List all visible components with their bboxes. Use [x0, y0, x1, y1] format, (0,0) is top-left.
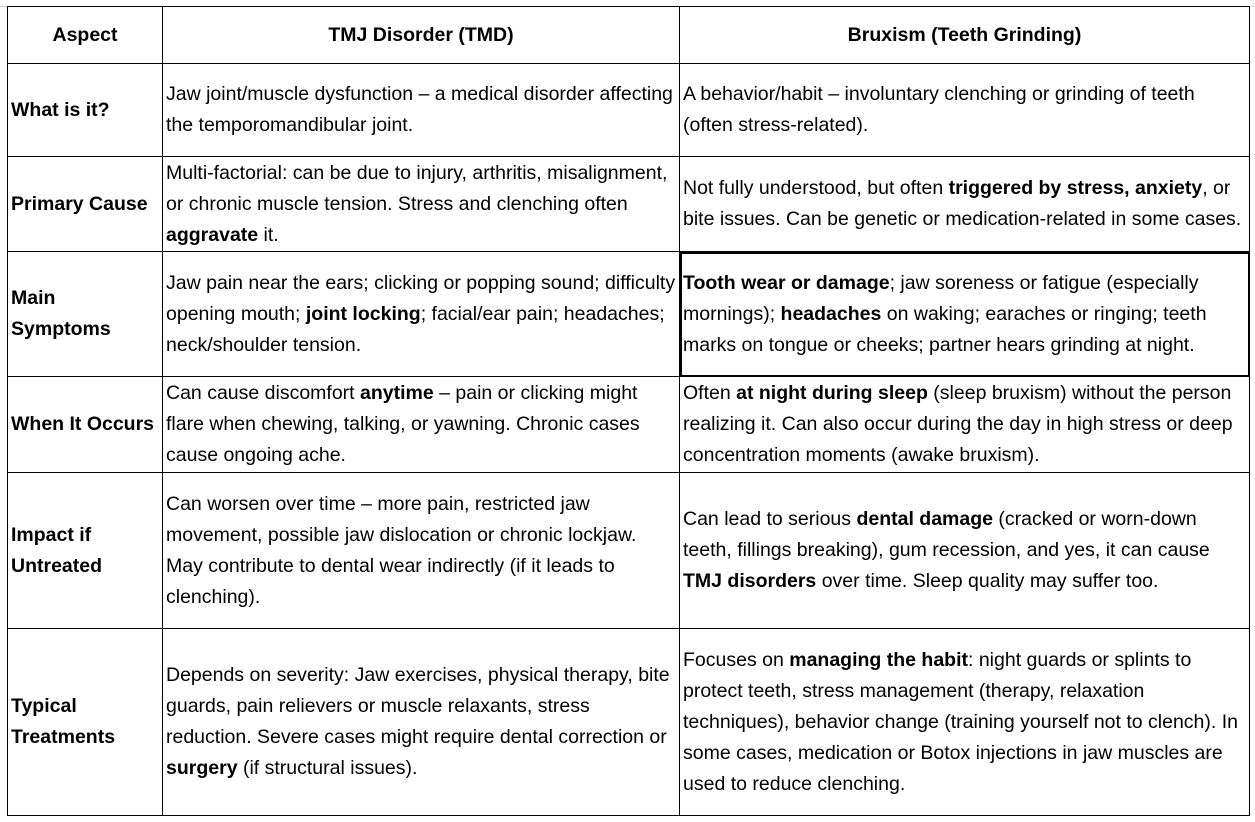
bold-text-run: anytime — [360, 382, 434, 404]
bold-text-run: surgery — [166, 757, 238, 779]
tmd-cell[interactable] — [163, 629, 680, 816]
aspect-cell[interactable]: Primary Cause — [8, 157, 163, 252]
table-row — [8, 629, 1250, 816]
bold-text-run: Tooth wear or damage — [683, 271, 890, 294]
bold-text-run: joint locking — [305, 302, 421, 325]
text-run: over time. Sleep quality may suffer too. — [816, 570, 1159, 592]
text-run: Depends on severity: Jaw exercises, physical therapy, bite guards, pain relievers or muscle relaxants, stress reduction. Severe cases might require dental correction or — [166, 664, 670, 748]
table-row — [8, 377, 1250, 473]
tmd-cell[interactable] — [163, 473, 680, 629]
tmd-cell[interactable] — [163, 157, 680, 252]
text-run: Can worsen over time – more pain, restricted jaw movement, possible jaw dislocation or chronic lockjaw. May contribute to dental wear indirectly (if it leads to clenching). — [166, 492, 637, 608]
text-run: A behavior/habit – involuntary clenching or grinding of teeth (often stress-related). — [683, 83, 1195, 136]
text-run: on waking; earaches or ringing; teeth marks on tongue or cheeks; partner hears grinding at night. — [683, 302, 1207, 356]
text-run: Jaw pain near the ears; clicking or popping sound; difficulty opening mouth; — [166, 271, 676, 325]
bruxism-cell-selected[interactable] — [680, 252, 1250, 377]
aspect-cell[interactable]: When It Occurs — [8, 377, 163, 473]
table-header-row — [8, 7, 1250, 64]
text-run: Can lead to serious — [683, 508, 857, 530]
header-bruxism[interactable]: Bruxism (Teeth Grinding) — [680, 7, 1250, 64]
text-run: Not fully understood, but often — [683, 177, 949, 199]
aspect-cell[interactable]: What is it? — [8, 64, 163, 157]
table-row — [8, 64, 1250, 157]
table-row — [8, 473, 1250, 629]
bruxism-cell[interactable] — [680, 64, 1250, 157]
bruxism-cell[interactable] — [680, 377, 1250, 473]
bold-text-run: aggravate — [166, 223, 259, 246]
header-aspect[interactable]: Aspect — [8, 7, 163, 64]
text-run: , or bite issues. Can be genetic or medication-related in some cases. — [683, 177, 1242, 230]
text-run: Focuses on — [683, 648, 790, 671]
text-run: – pain or clicking might flare when chewing, talking, or yawning. Chronic cases cause ongoing ache. — [166, 382, 640, 466]
aspect-cell[interactable]: Impact if Untreated — [8, 473, 163, 629]
text-run: Multi-factorial: can be due to injury, arthritis, misalignment, or chronic muscle tension. Stress and clenching often — [166, 161, 668, 215]
bruxism-cell[interactable] — [680, 157, 1250, 252]
tmd-cell[interactable] — [163, 377, 680, 473]
aspect-cell[interactable]: Main Symptoms — [8, 252, 163, 377]
bold-text-run: managing the habit — [789, 648, 968, 671]
bold-text-run: dental damage — [856, 508, 993, 530]
table-row — [8, 252, 1250, 377]
text-run: (if structural issues). — [237, 757, 418, 779]
text-run: it. — [258, 223, 279, 246]
bold-text-run: triggered by stress, anxiety — [948, 177, 1203, 199]
tmd-cell[interactable] — [163, 252, 680, 377]
aspect-cell[interactable]: Typical Treatments — [8, 629, 163, 816]
text-run: (cracked or worn-down teeth, fillings breaking), gum recession, and yes, it can cause — [683, 508, 1210, 561]
comparison-table — [7, 6, 1250, 816]
text-run: ; facial/ear pain; headaches; neck/shoulder tension. — [166, 302, 665, 356]
table-row — [8, 157, 1250, 252]
bold-text-run: at night during sleep — [736, 382, 928, 404]
text-run: Can cause discomfort — [166, 382, 361, 404]
text-run: Jaw joint/muscle dysfunction – a medical disorder affecting the temporomandibular joint. — [166, 83, 673, 136]
bold-text-run: headaches — [780, 302, 882, 325]
header-tmd[interactable]: TMJ Disorder (TMD) — [163, 7, 680, 64]
text-run: : night guards or splints to protect teeth, stress management (therapy, relaxation techniques), behavior change (training yourself not to clench). In some cases, medication or Botox injections in jaw muscles are used to reduce clenching. — [683, 648, 1238, 795]
bruxism-cell[interactable] — [680, 629, 1250, 816]
text-run: ; jaw soreness or fatigue (especially mornings); — [683, 271, 1199, 325]
text-run: (sleep bruxism) without the person realizing it. Can also occur during the day in high stress or deep concentration moments (awake bruxism). — [683, 382, 1233, 466]
bold-text-run: TMJ disorders — [683, 570, 817, 592]
text-run: Often — [683, 382, 737, 404]
bruxism-cell[interactable] — [680, 473, 1250, 629]
tmd-cell[interactable] — [163, 64, 680, 157]
